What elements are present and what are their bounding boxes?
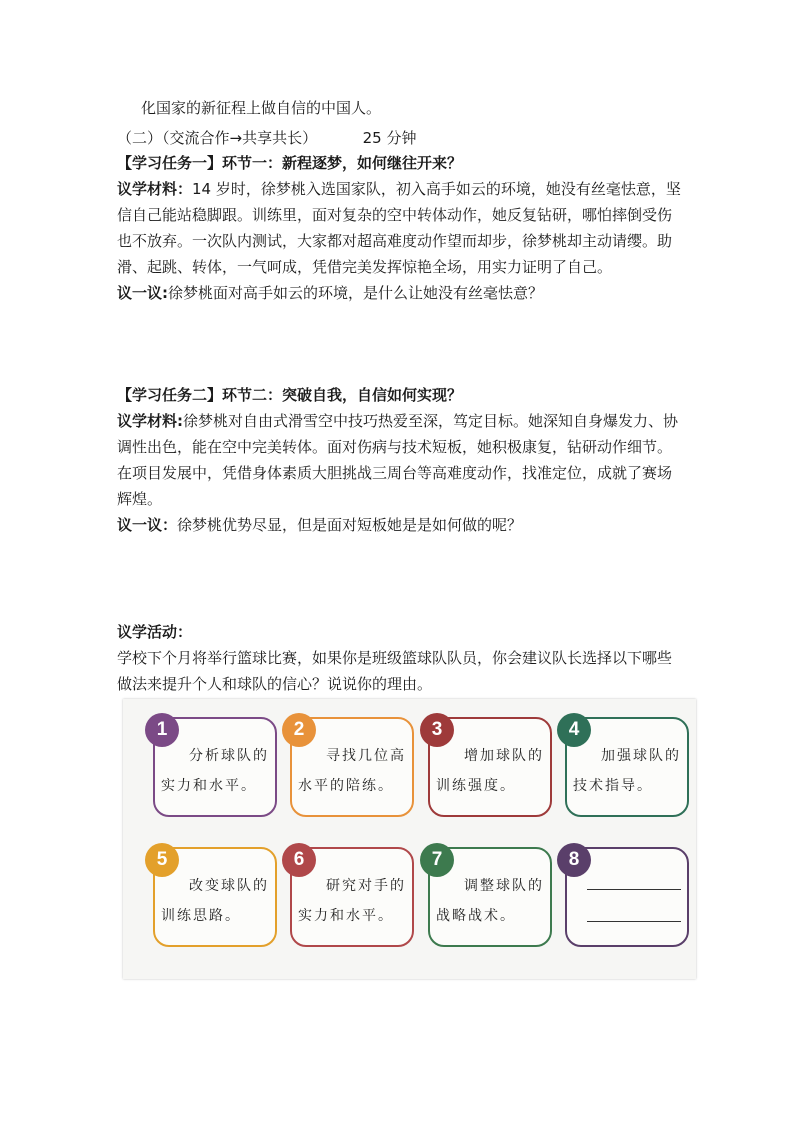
option-card-2-line1: 寻找几位高	[326, 748, 406, 764]
section-two-time: 25 分钟	[362, 129, 417, 147]
option-number-7: 7	[420, 843, 454, 877]
task-two-material	[117, 408, 682, 512]
task-two-discuss-text: 徐梦桃优势尽显，但是面对短板她是是如何做的呢？	[177, 516, 523, 534]
task-two-material-label: 议学材料:	[117, 412, 183, 430]
task-one-discuss-label: 议一议:	[117, 284, 168, 302]
activity-text: 学校下个月将举行篮球比赛，如果你是班级篮球队队员，你会建议队长选择以下哪些做法来提升个人和球队的信心？说说你的理由。	[117, 649, 673, 693]
task-one-material-text: 14 岁时，徐梦桃入选国家队，初入高手如云的环境，她没有丝毫怯意，坚信自己能站稳脚跟。训练里，面对复杂的空中转体动作，她反复钻研，哪怕摔倒受伤也不放弃。一次队内测试，大家都对超高难度动作望而却步，徐梦桃却主动请缨。助滑、起跳、转体，一气呵成，凭借完美发挥惊艳全场，用实力证明了自己。	[117, 180, 681, 276]
option-card-6-line1: 研究对手的	[326, 878, 406, 894]
option-card-5-line1: 改变球队的	[189, 878, 269, 894]
task-one	[117, 150, 682, 306]
task-two-discuss	[117, 512, 682, 538]
option-number-5: 5	[145, 843, 179, 877]
option-card-4-line1: 加强球队的	[601, 748, 681, 764]
option-card-2-line2: 水平的陪练。	[298, 778, 394, 794]
section-two-heading	[117, 126, 417, 150]
option-card-3-line1: 增加球队的	[464, 748, 544, 764]
section-two-prefix: （二）（交流合作→共享共长）	[117, 129, 318, 147]
option-number-6: 6	[282, 843, 316, 877]
task-one-discuss	[117, 280, 682, 306]
option-card-8-blank-2	[587, 921, 681, 922]
option-number-8: 8	[557, 843, 591, 877]
task-one-material	[117, 176, 682, 280]
task-two	[117, 382, 682, 538]
option-card-1-line2: 实力和水平。	[161, 778, 257, 794]
task-one-material-label: 议学材料：	[117, 180, 193, 198]
option-card-4-line2: 技术指导。	[573, 778, 653, 794]
option-number-3: 3	[420, 713, 454, 747]
option-card-6-line2: 实力和水平。	[298, 908, 394, 924]
activity-label: 议学活动：	[117, 623, 193, 641]
options-picture	[123, 699, 696, 979]
option-card-1-line1: 分析球队的	[189, 748, 269, 764]
option-number-4: 4	[557, 713, 591, 747]
task-two-discuss-label: 议一议：	[117, 516, 178, 534]
task-two-heading: 【学习任务二】环节二：突破自我，自信如何实现？	[117, 386, 463, 404]
option-card-8-blank-1	[587, 889, 681, 890]
option-card-7-line2: 战略战术。	[436, 908, 516, 924]
option-number-2: 2	[282, 713, 316, 747]
task-one-heading: 【学习任务一】环节一：新程逐梦，如何继往开来？	[117, 154, 463, 172]
option-card-5-line2: 训练思路。	[161, 908, 241, 924]
activity	[117, 619, 682, 697]
task-two-material-text: 徐梦桃对自由式滑雪空中技巧热爱至深，笃定目标。她深知自身爆发力、协调性出色，能在空中完美转体。面对伤病与技术短板，她积极康复，钻研动作细节。在项目发展中，凭借身体素质大胆挑战三周台等高难度动作，找准定位，成就了赛场辉煌。	[117, 412, 679, 508]
option-card-3-line2: 训练强度。	[436, 778, 516, 794]
option-number-1: 1	[145, 713, 179, 747]
intro-line: 化国家的新征程上做自信的中国人。	[141, 99, 382, 117]
task-one-discuss-text: 徐梦桃面对高手如云的环境，是什么让她没有丝毫怯意？	[168, 284, 544, 302]
option-card-7-line1: 调整球队的	[464, 878, 544, 894]
